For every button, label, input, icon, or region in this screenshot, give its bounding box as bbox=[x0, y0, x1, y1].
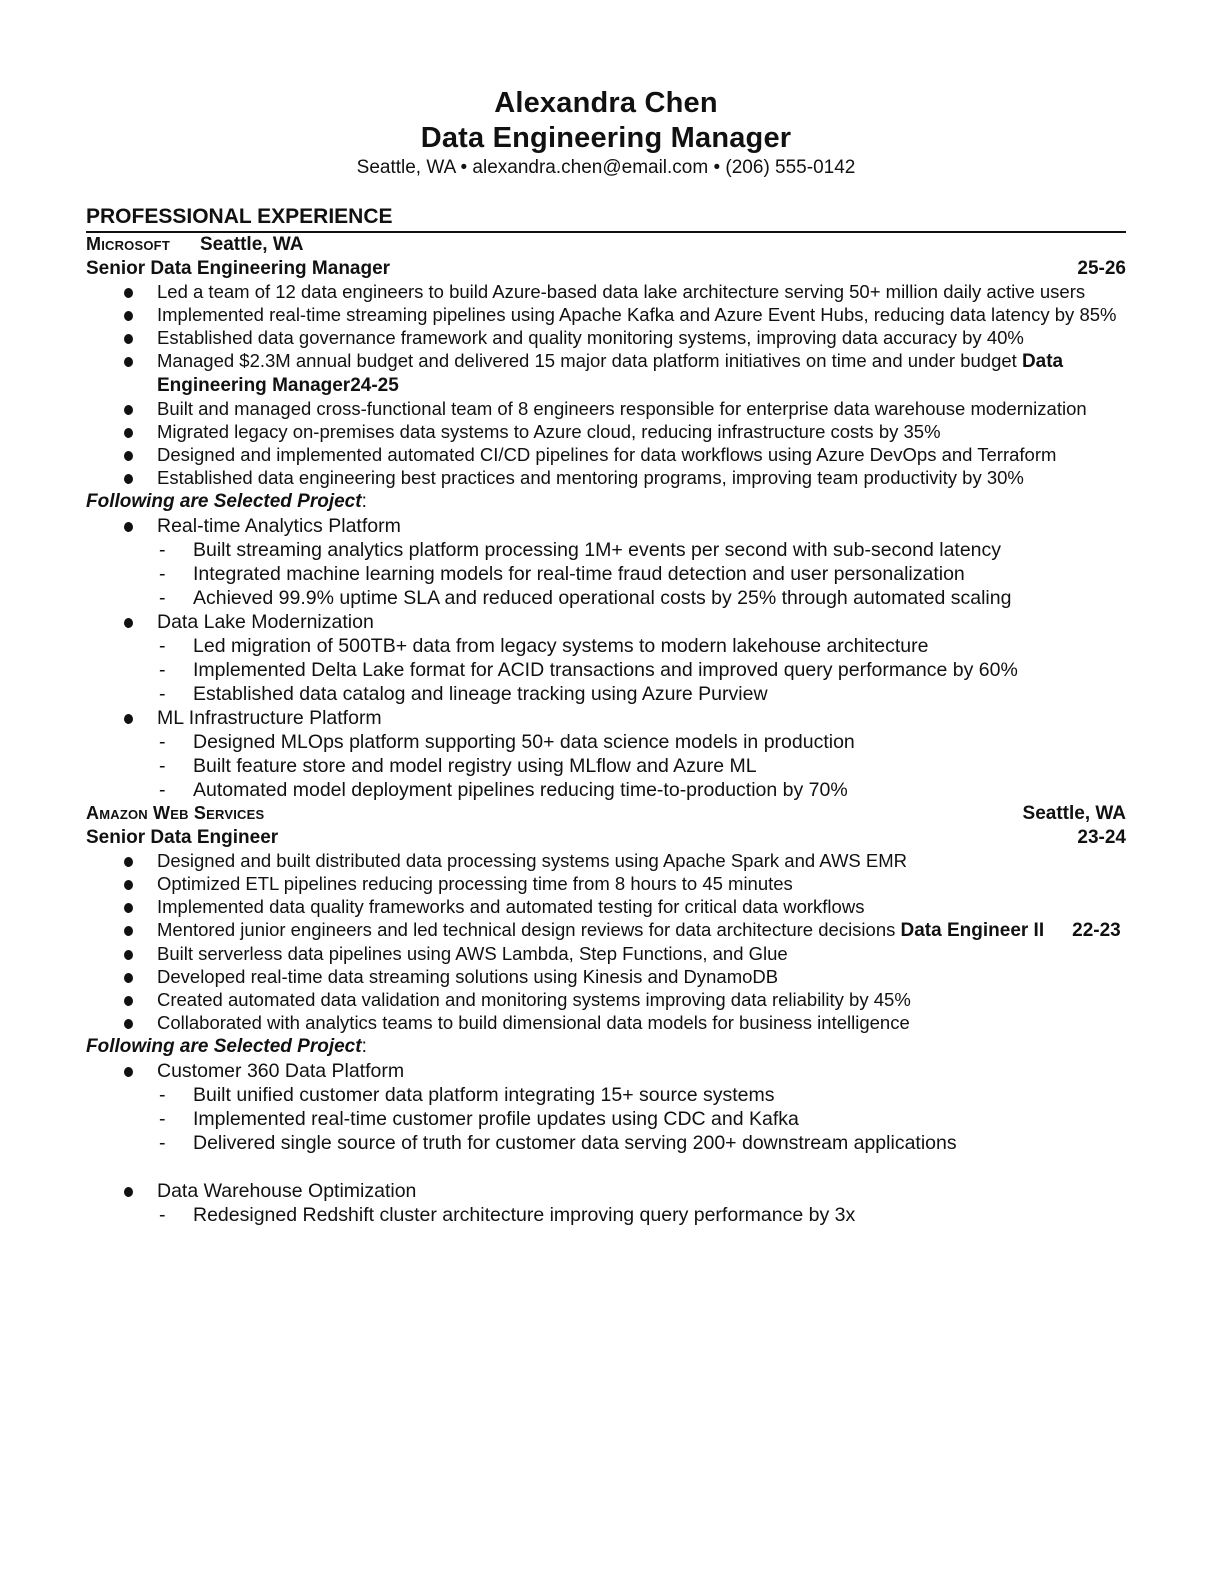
inline-role-title: Data Engineering Manager24-25 bbox=[157, 351, 1064, 396]
bullet-text: Managed $2.3M annual budget and delivered 15 major data platform initiatives on time and under budget bbox=[157, 350, 1017, 371]
resume-page bbox=[86, 86, 1126, 1227]
bullet-item bbox=[86, 349, 1126, 397]
project-name: Real-time Analytics Platform bbox=[157, 515, 401, 537]
bullet-item: Implemented data quality frameworks and automated testing for critical data workflows bbox=[86, 895, 1126, 918]
bullet-item: Collaborated with analytics teams to build dimensional data models for business intelligence bbox=[86, 1011, 1126, 1034]
project-detail: - Built feature store and model registry using MLflow and Azure ML bbox=[157, 754, 1126, 778]
project-detail: - Implemented real-time customer profile updates using CDC and Kafka bbox=[157, 1107, 1126, 1131]
bullet-item: Implemented real-time streaming pipelines using Apache Kafka and Azure Event Hubs, reducing data latency by 85% bbox=[86, 303, 1126, 326]
role-title: Senior Data Engineering Manager bbox=[86, 257, 391, 279]
bullet-item: Built and managed cross-functional team of 8 engineers responsible for enterprise data warehouse modernization bbox=[86, 397, 1126, 420]
project-detail: - Built unified customer data platform integrating 15+ source systems bbox=[157, 1083, 1126, 1107]
company-name: Amazon Web Services bbox=[86, 803, 265, 823]
project-detail: - Established data catalog and lineage tracking using Azure Purview bbox=[157, 682, 1126, 706]
bullet-item: Designed and built distributed data processing systems using Apache Spark and AWS EMR bbox=[86, 849, 1126, 872]
projects-label bbox=[86, 489, 1126, 514]
project-list bbox=[86, 514, 1126, 802]
company-location: Seattle, WA bbox=[199, 234, 304, 255]
project-name: Data Lake Modernization bbox=[157, 611, 374, 633]
role-dates: 25-26 bbox=[1077, 257, 1126, 279]
role-line bbox=[86, 826, 1126, 850]
project-detail: - Automated model deployment pipelines reducing time-to-production by 70% bbox=[157, 778, 1126, 802]
project-name: ML Infrastructure Platform bbox=[157, 707, 382, 729]
experience-microsoft bbox=[86, 233, 1126, 802]
project-detail: - Integrated machine learning models for real-time fraud detection and user personalization bbox=[157, 562, 1126, 586]
contact-line: Seattle, WA • alexandra.chen@email.com • (206) 555-0142 bbox=[356, 157, 856, 178]
bullet-item: Optimized ETL pipelines reducing processing time from 8 hours to 45 minutes bbox=[86, 872, 1126, 895]
bullet-item bbox=[86, 918, 1126, 942]
project-detail: - Delivered single source of truth for customer data serving 200+ downstream applications bbox=[157, 1131, 1126, 1155]
projects-label-text: Following are Selected Project bbox=[86, 491, 362, 512]
project-detail: - Built streaming analytics platform processing 1M+ events per second with sub-second latency bbox=[157, 538, 1126, 562]
company-line bbox=[86, 233, 1126, 257]
project-detail: - Implemented Delta Lake format for ACID transactions and improved query performance by 60% bbox=[157, 658, 1126, 682]
projects-label-text: Following are Selected Project bbox=[86, 1036, 362, 1057]
project-name: Data Warehouse Optimization bbox=[157, 1180, 417, 1202]
role-line bbox=[86, 257, 1126, 281]
projects-label-colon: : bbox=[361, 491, 367, 512]
project-name: Customer 360 Data Platform bbox=[157, 1060, 405, 1082]
bullet-item: Migrated legacy on-premises data systems to Azure cloud, reducing infrastructure costs by 35% bbox=[86, 420, 1126, 443]
company-location: Seattle, WA bbox=[1022, 803, 1126, 824]
projects-label-colon: : bbox=[361, 1036, 367, 1057]
inline-role-title: Data Engineer II bbox=[900, 920, 1045, 941]
bullet-list bbox=[86, 280, 1126, 489]
candidate-title: Data Engineering Manager bbox=[420, 122, 792, 154]
project-detail: - Led migration of 500TB+ data from legacy systems to modern lakehouse architecture bbox=[157, 634, 1126, 658]
project-detail: - Designed MLOps platform supporting 50+ data science models in production bbox=[157, 730, 1126, 754]
bullet-item: Established data governance framework and quality monitoring systems, improving data accuracy by 40% bbox=[86, 326, 1126, 349]
project-item bbox=[86, 610, 1126, 706]
experience-aws bbox=[86, 802, 1126, 1227]
project-item bbox=[86, 1059, 1126, 1155]
bullet-item: Created automated data validation and monitoring systems improving data reliability by 45% bbox=[86, 988, 1126, 1011]
bullet-item: Established data engineering best practices and mentoring programs, improving team productivity by 30% bbox=[86, 466, 1126, 489]
project-detail: - Achieved 99.9% uptime SLA and reduced operational costs by 25% through automated scaling bbox=[157, 586, 1126, 610]
resume-header bbox=[86, 86, 1126, 180]
bullet-item: Designed and implemented automated CI/CD pipelines for data workflows using Azure DevOps and Terraform bbox=[86, 443, 1126, 466]
candidate-name: Alexandra Chen bbox=[494, 87, 718, 119]
role-dates: 23-24 bbox=[1077, 826, 1126, 848]
project-item bbox=[86, 514, 1126, 610]
role-title: Senior Data Engineer bbox=[86, 826, 279, 848]
bullet-item: Led a team of 12 data engineers to build Azure-based data lake architecture serving 50+ million daily active users bbox=[86, 280, 1126, 303]
inline-role-dates: 22-23 bbox=[1072, 920, 1121, 941]
company-line bbox=[86, 802, 1126, 826]
bullet-item: Developed real-time data streaming solutions using Kinesis and DynamoDB bbox=[86, 965, 1126, 988]
project-item bbox=[86, 1179, 1126, 1227]
company-name: Microsoft bbox=[86, 234, 170, 254]
project-detail: - Redesigned Redshift cluster architecture improving query performance by 3x bbox=[157, 1203, 1126, 1227]
project-item bbox=[86, 706, 1126, 802]
bullet-text: Mentored junior engineers and led technical design reviews for data architecture decisions bbox=[157, 919, 896, 940]
bullet-item: Built serverless data pipelines using AWS Lambda, Step Functions, and Glue bbox=[86, 942, 1126, 965]
bullet-list bbox=[86, 849, 1126, 1034]
project-list bbox=[86, 1059, 1126, 1227]
projects-label bbox=[86, 1034, 1126, 1059]
section-title-experience: PROFESSIONAL EXPERIENCE bbox=[86, 204, 1126, 233]
